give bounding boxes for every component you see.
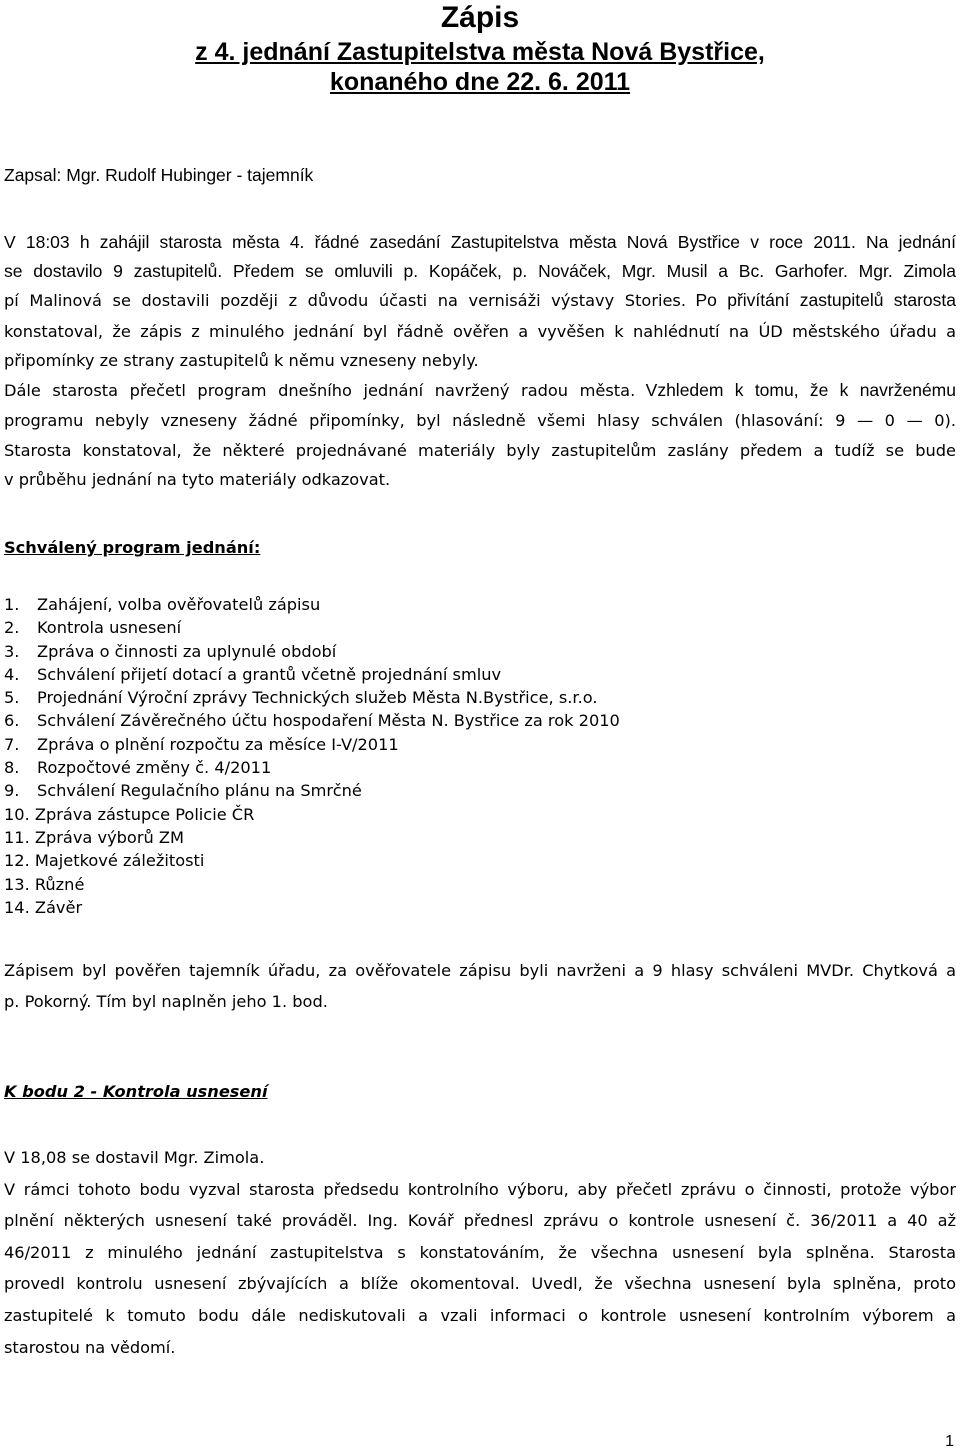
body-line: plnění některých usnesení také prováděl. Ing. Kovář přednesl zprávu o kontrole usnesení č. 36/2011 a 40 až bbox=[4, 1211, 956, 1231]
intro-line: se dostavilo 9 zastupitelů. Předem se omluvili p. Kopáček, p. Nováček, Mgr. Musil a Bc. Garhofer. Mgr. Zimola bbox=[4, 260, 956, 281]
page-number: 1 bbox=[945, 1433, 954, 1450]
agenda-item-text: Závěr bbox=[34, 897, 83, 917]
program-heading: Schválený program jednání: bbox=[4, 538, 261, 557]
intro-line: V 18:03 h zahájil starosta města 4. řádné zasedání Zastupitelstva města Nová Bystřice v roce 2011. Na jednání bbox=[4, 232, 956, 252]
body-line-mixed bbox=[4, 286, 956, 317]
recorder-line: Zapsal: Mgr. Rudolf Hubinger - tajemník bbox=[4, 165, 314, 185]
agenda-item-text: Zpráva o plnění rozpočtu za měsíce I-V/2011 bbox=[37, 734, 399, 754]
agenda-item-text: Zahájení, volba ověřovatelů zápisu bbox=[37, 595, 321, 614]
agenda-item bbox=[4, 640, 620, 663]
document-title: Zápis bbox=[440, 1, 520, 34]
body-text-segment: pí Malinová se dostavili později z důvodu účasti na vernisáži výstavy Stories. bbox=[4, 291, 687, 310]
agenda-item bbox=[4, 896, 620, 919]
agenda-item bbox=[4, 733, 620, 756]
body-line: provedl kontrolu usnesení zbývajících a blíže okomentoval. Uvedl, že všechna usnesení byla splněna, proto bbox=[4, 1274, 956, 1294]
section2-heading: K bodu 2 - Kontrola usnesení bbox=[4, 1082, 268, 1101]
agenda-item bbox=[4, 803, 620, 826]
agenda-item bbox=[4, 709, 620, 732]
agenda-item-text: Projednání Výroční zprávy Technických služeb Města N.Bystřice, s.r.o. bbox=[37, 688, 598, 708]
body-line-mixed bbox=[4, 376, 956, 407]
agenda-item bbox=[4, 593, 620, 616]
agenda-item-number: 10. bbox=[4, 804, 30, 824]
agenda-item-text: Rozpočtové změny č. 4/2011 bbox=[37, 758, 272, 778]
agenda-item-text: Majetkové záležitosti bbox=[34, 851, 205, 871]
section2-paragraph bbox=[4, 1142, 956, 1363]
agenda-item-text: Schválení přijetí dotací a grantů včetně projednání smluv bbox=[37, 664, 502, 684]
agenda-list bbox=[4, 593, 620, 919]
agenda-item-text: Zpráva zástupce Policie ČR bbox=[34, 804, 255, 824]
agenda-item-text: Zpráva o činnosti za uplynulé období bbox=[37, 641, 337, 661]
agenda-item bbox=[4, 849, 620, 872]
agenda-item-number: 9. bbox=[4, 781, 20, 801]
body-text-segment: Vzhledem k tomu, že k navrženému bbox=[645, 379, 956, 400]
body-text-segment: Dále starosta přečetl program dnešního jednání navržený radou města. bbox=[4, 380, 636, 400]
body-line: zastupitelé k tomuto bodu dále nediskutovali a vzali informaci o kontrole usnesení kontrolním výborem a bbox=[4, 1305, 956, 1325]
agenda-item-number: 14. bbox=[4, 897, 30, 917]
intro-paragraph bbox=[4, 228, 956, 286]
agenda-item-text: Schválení Regulačního plánu na Smrčné bbox=[37, 781, 362, 801]
body-line: 46/2011 z minulého jednání zastupitelstva s konstatováním, že všechna usnesení byla splněna. Starosta bbox=[4, 1242, 956, 1262]
body-text-segment: Po přivítání zastupitelů starosta bbox=[695, 290, 957, 310]
agenda-item-number: 5. bbox=[4, 688, 20, 708]
body-line: Starosta konstatoval, že některé projednávané materiály byly zastupitelům zaslány předem a tudíž se bude bbox=[4, 440, 956, 460]
body-line: konstatoval, že zápis z minulého jednání byl řádně ověřen a vyvěšen k nahlédnutí na ÚD městského úřadu a bbox=[4, 321, 956, 341]
agenda-item-number: 7. bbox=[4, 734, 20, 754]
opening-paragraph bbox=[4, 286, 956, 495]
agenda-item-number: 12. bbox=[4, 851, 30, 871]
agenda-item bbox=[4, 873, 620, 896]
agenda-item-text: Kontrola usnesení bbox=[37, 618, 182, 638]
body-line: připomínky ze strany zastupitelů k němu vzneseny nebyly. bbox=[4, 351, 479, 370]
verifiers-paragraph bbox=[4, 955, 956, 1017]
agenda-item-number: 11. bbox=[4, 827, 30, 847]
body-line: v průběhu jednání na tyto materiály odkazovat. bbox=[4, 470, 391, 489]
agenda-item-number: 6. bbox=[4, 711, 20, 731]
agenda-item bbox=[4, 686, 620, 709]
body-line: p. Pokorný. Tím byl naplněn jeho 1. bod. bbox=[4, 992, 328, 1011]
document-subtitle-line1: z 4. jednání Zastupitelstva města Nová Bystřice, bbox=[195, 38, 765, 66]
agenda-item bbox=[4, 663, 620, 686]
agenda-item-number: 3. bbox=[4, 641, 20, 661]
body-line: V 18,08 se dostavil Mgr. Zimola. bbox=[4, 1148, 265, 1167]
agenda-item-text: Různé bbox=[34, 874, 85, 894]
body-line: programu nebyly vzneseny žádné připomínky, byl následně všemi hlasy schválen (hlasování: 9 — 0 — 0). bbox=[4, 411, 956, 430]
body-line: starostou na vědomí. bbox=[4, 1337, 176, 1357]
body-line: Zápisem byl pověřen tajemník úřadu, za ověřovatele zápisu byli navrženi a 9 hlasy schváleni MVDr. Chytková a bbox=[4, 961, 956, 980]
agenda-item-text: Schválení Závěrečného účtu hospodaření Města N. Bystřice za rok 2010 bbox=[37, 711, 620, 731]
agenda-item-number: 4. bbox=[4, 664, 20, 684]
agenda-item-number: 13. bbox=[4, 874, 30, 894]
document-subtitle-line2: konaného dne 22. 6. 2011 bbox=[329, 68, 631, 96]
agenda-item-number: 8. bbox=[4, 758, 20, 778]
agenda-item bbox=[4, 779, 620, 802]
agenda-item-number: 1. bbox=[4, 595, 20, 614]
agenda-item bbox=[4, 616, 620, 639]
agenda-item bbox=[4, 826, 620, 849]
body-line: V rámci tohoto bodu vyzval starosta předsedu kontrolního výboru, aby přečetl zprávu o činnosti, protože výbor bbox=[4, 1179, 956, 1199]
agenda-item bbox=[4, 756, 620, 779]
agenda-item-text: Zpráva výborů ZM bbox=[34, 827, 184, 847]
agenda-item-number: 2. bbox=[4, 618, 20, 638]
